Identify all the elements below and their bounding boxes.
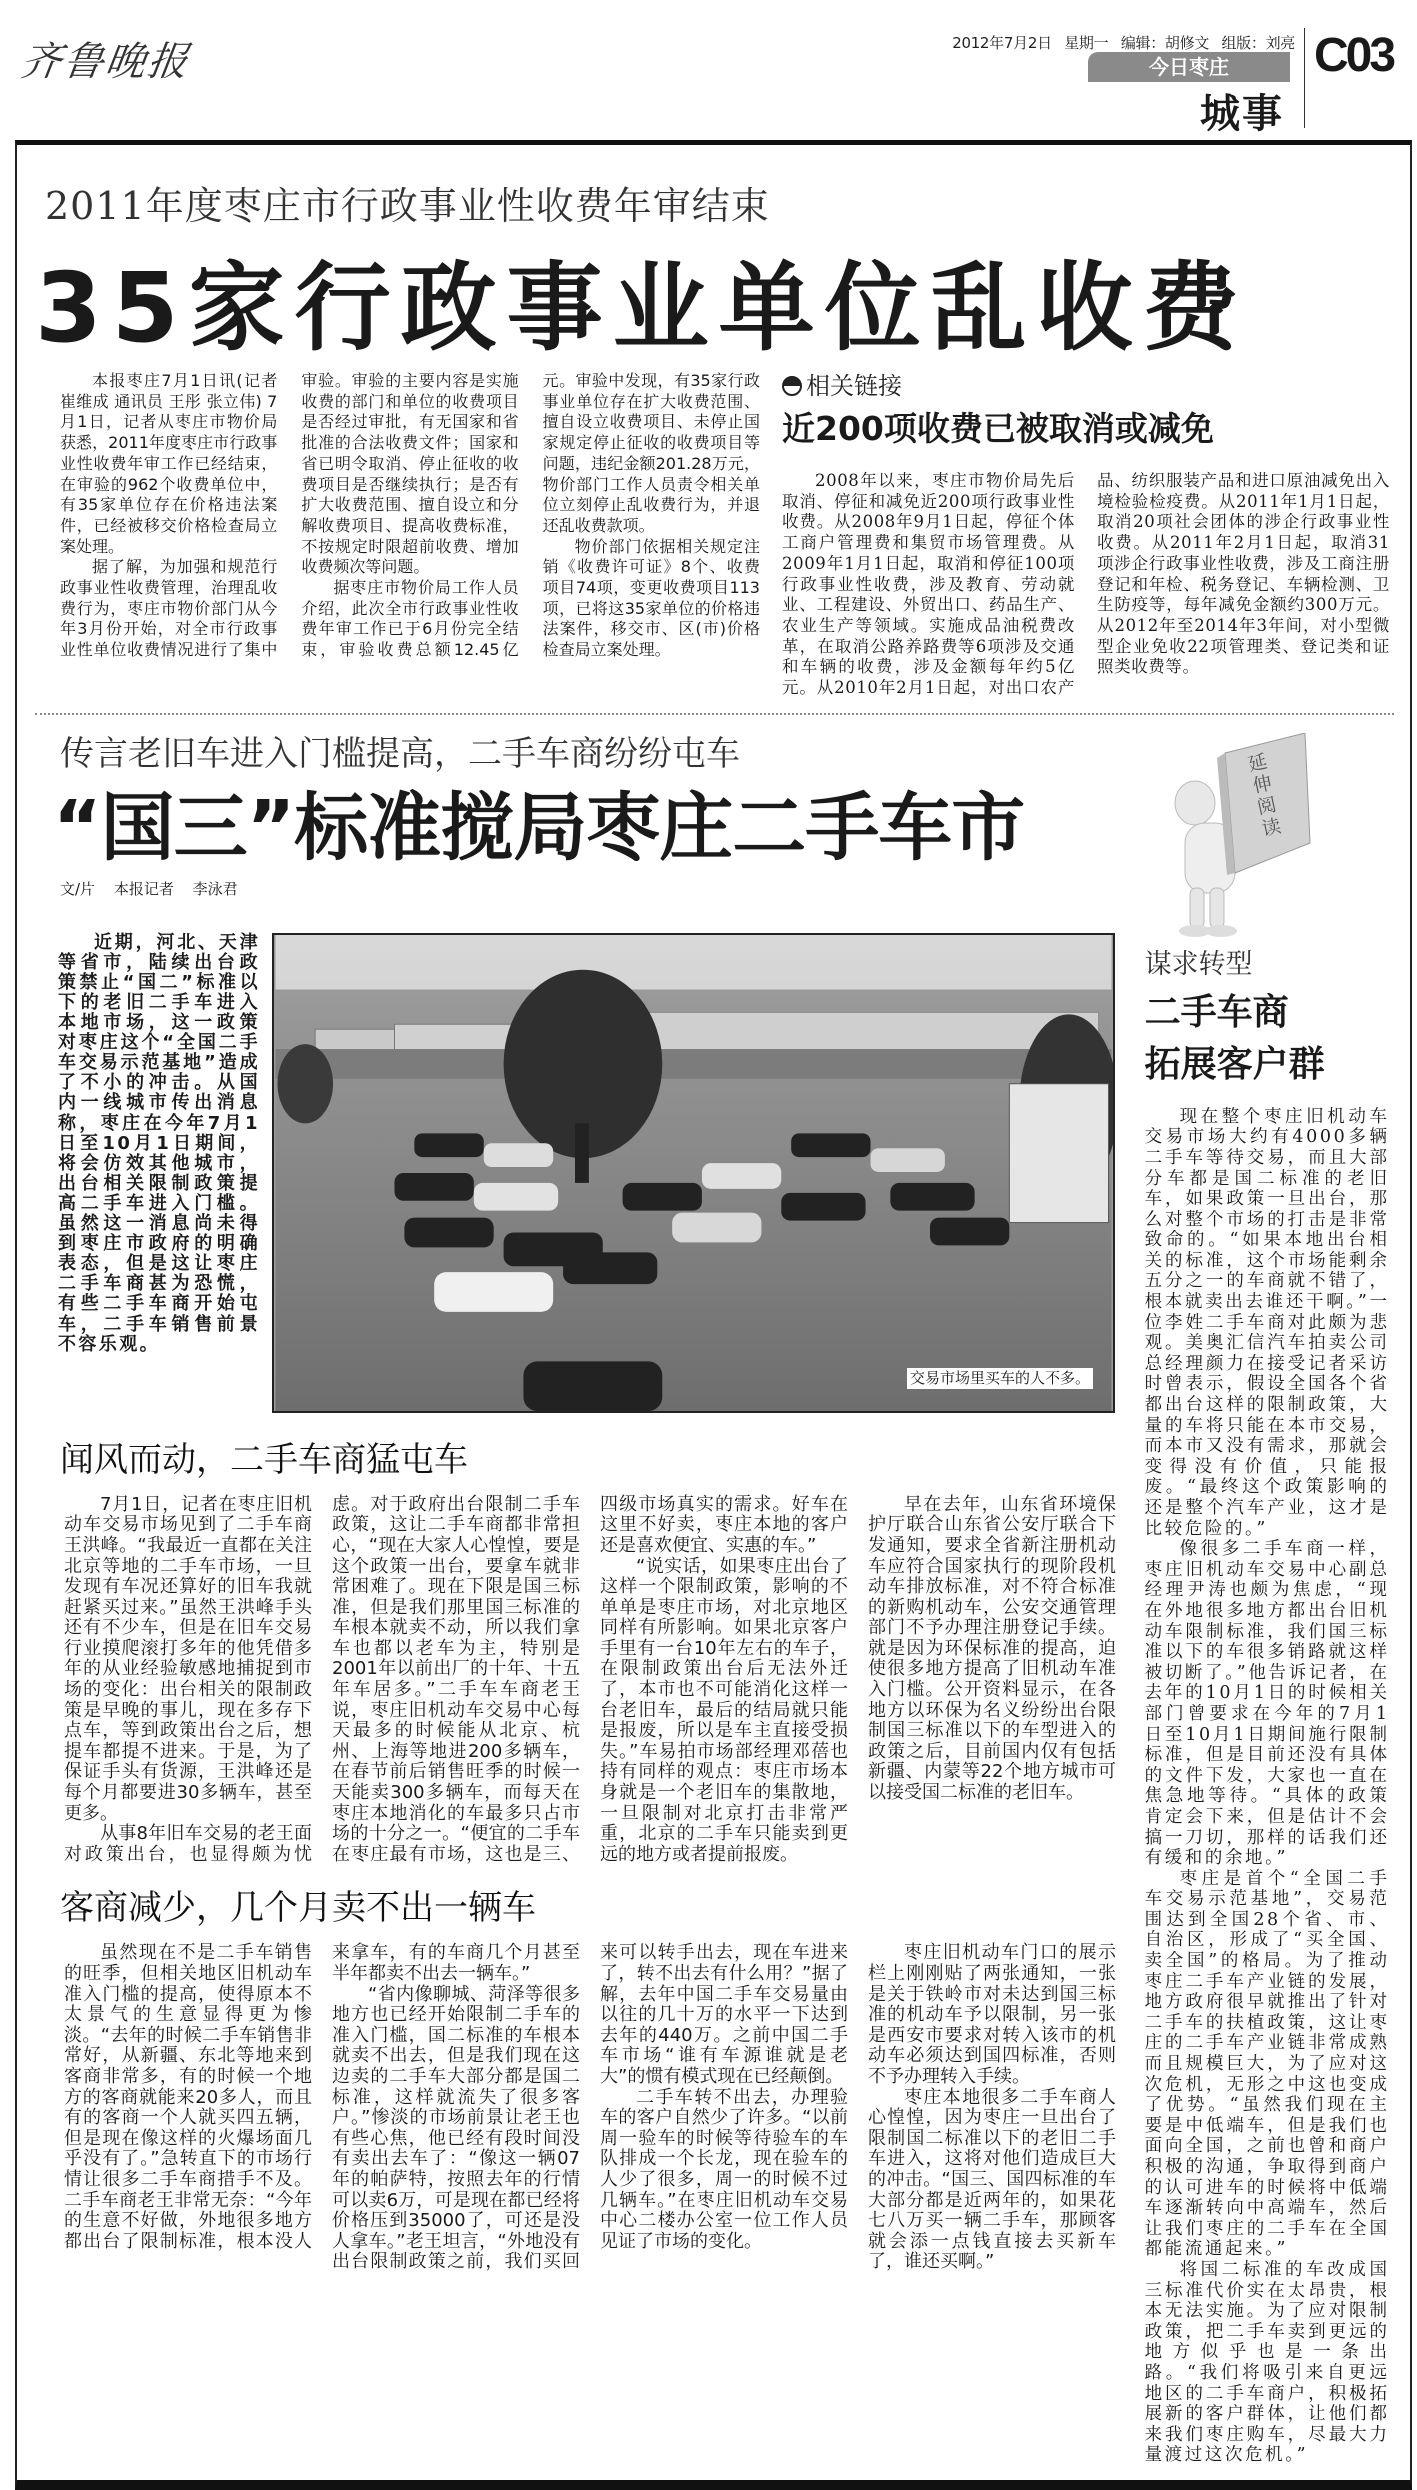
- related-headline: 近200项收费已被取消或减免: [782, 409, 1214, 448]
- dateline: [944, 32, 1295, 53]
- paragraph: 7月1日，记者在枣庄旧机动车交易市场见到了二手车商王洪峰。“我最近一直都在关注北京等地的二手车市场，一旦发现有车况还算好的旧车我就赶紧买过来。”虽然王洪峰手头还有不少车，但是在旧车交易行业摸爬滚打多年的他凭借多年的从业经验敏感地捕捉到市场的变化：出台相关的限制政策是早晚的事儿，现在多存下点车，等到政策出台之后，想提车都提不进来。于是，为了保证手头有货源，王洪峰还是每个月都要进30多辆车，甚至更多。: [64, 1493, 312, 1824]
- paragraph: 枣庄是首个“全国二手车交易示范基地”，交易范围达到全国28个省、市、自治区，形成了“买全国、卖全国”的格局。为了推动枣庄二手车产业链的发展，地方政府很早就推出了针对二手车的扶植政策，这让枣庄的二手车产业链非常成熟而且规模巨大，为了应对这次危机，无形之中这也变成了优势。“虽然我们现在主要是中低端车，但是我们也面向全国，之前也曾和商户积极的沟通，争取得到商户的认可进车的时候将中低端车逐渐转向中高端车，然后让我们枣庄的二手车在全国都能流通起来。”: [1144, 1868, 1390, 2260]
- byline-name: 李泳君: [192, 879, 238, 898]
- sidebar-headline: [1145, 987, 1394, 1091]
- sidebar-body: [1145, 1107, 1390, 2466]
- half-circle-icon: [782, 376, 802, 396]
- issue-weekday: 星期一: [1064, 34, 1109, 52]
- paragraph: 本报枣庄7月1日讯(记者 崔维成 通讯员 王彤 张立伟) 7月1日，记者从枣庄市物价局获悉，2011年度枣庄市行政事业性收费年审工作已经结束，在审验的962个收费单位中，有35家单位存在价格违法案件，已经被移交价格检查局立案处理。: [60, 371, 278, 556]
- sidebar: [1145, 733, 1394, 2466]
- sidebar-kicker: 谋求转型: [1144, 948, 1253, 980]
- article2: [35, 733, 1394, 2466]
- article1-subtitle: 2011年度枣庄市行政事业性收费年审结束: [45, 184, 770, 228]
- article1-headline: 35家行政事业单位乱收费: [35, 252, 1249, 364]
- car-lot-image: [274, 935, 1113, 1411]
- extended-reading-figure: [1155, 733, 1315, 943]
- newspaper-logo: 齐鲁晚报: [18, 39, 193, 85]
- issue-date: 2012年7月2日: [952, 34, 1052, 52]
- paragraph: “说实话，如果枣庄出台了这样一个限制政策，影响的不单单是枣庄市场，对北京地区同样有所影响。如果北京客户手里有一台10年左右的车子，在限制政策出台后无法外迁了，本市也不可能消化这样一台老旧车，最后的结局就只能是报废，所以是车主直接受损失。”车易拍市场部经理邓蓓也持有同样的观点：枣庄市场本身就是一个老旧车的集散地，一旦限制对北京打击非常严重，北京的二手车只能卖到更远的地方或者提前报废。: [600, 1555, 848, 1865]
- related-link-label: [782, 371, 1390, 401]
- article2-headline: “国三”标准搅局枣庄二手车市: [53, 784, 1025, 871]
- section-name: 城事: [1200, 91, 1284, 137]
- paragraph: 像很多二手车商一样，枣庄旧机动车交易中心副总经理尹涛也颇为焦虑，“现在外地很多地方都出台旧机动车限制标准，我们国三标准以下的车很多销路就这样被切断了。”他告诉记者，在去年的10月1日的时候相关部门曾要求在今年的7月1日至10月1日期间施行限制标准，但是目前还没有具体的文件下发，大家也一直在焦急地等待。“具体的政策肯定会下来，但是估计不会搞一刀切，那样的话我们还有缓和的余地。”: [1144, 1539, 1390, 1869]
- page-frame: [15, 140, 1412, 2490]
- article2-intro: [58, 933, 260, 1413]
- article1-row: [35, 371, 1394, 699]
- header-divider: [1304, 28, 1305, 128]
- article2-subtitle: 传言老旧车进入门槛提高，二手车商纷纷屯车: [60, 733, 740, 774]
- photo-caption: 交易市场里买车的人不多。: [907, 1368, 1093, 1389]
- paragraph: 虽然现在不是二手车销售的旺季，但相关地区旧机动车准入门槛的提高，使得原本不太景气的生意显得更为惨淡。“去年的时候二手车销售非常好，从新疆、东北等地来到客商非常多，有的时候一个地方的客商就能来20多人，而且有的客商一个人就买四五辆，但是现在像这样的火爆场面几乎没有了。”急转直下的市场行情让很多二手车商措手不及。二手车商老王非常无奈：“今年的生意不好做，外地很多地方都出台了限制标准，根本没人来拿车，有的车商几个月甚至半年都卖不出去一辆车。”: [64, 1942, 580, 2252]
- sidebar-headline-line1: 二手车商: [1144, 991, 1289, 1033]
- paragraph: 近期，河北、天津等省市，陆续出台政策禁止“国二”标准以下的老旧二手车进入本地市场，这一政策对枣庄这个“全国二手车交易示范基地”造成了不小的冲击。从国内一线城市传出消息称，枣庄在今年7月1日至10月1日期间，将会仿效其他城市，出台相关限制政策提高二手车进入门槛。虽然这一消息尚未得到枣庄市政府的明确表态，但是这让枣庄二手车商甚为恐慌，有些二手车商开始屯车，二手车销售前景不容乐观。: [58, 931, 260, 1355]
- sidebar-headline-line2: 拓展客户群: [1144, 1043, 1325, 1085]
- extended-reading-badge: 延伸阅读: [1245, 750, 1283, 841]
- section2-body: [64, 1943, 1116, 2273]
- paragraph: 从事8年旧车交易的老王面对政策出台，也显得颇为忧虑。对于政府出台限制二手车政策，这让二手车商都非常担心，“现在大家人心惶惶，要是这个政策一出台，要拿车就非常困难了。现在下限是国三标准，但是我们那里国三标准的车根本就卖不动，所以我们拿车也都以老车为主，特别是2001年以前出厂的十年、十五年车居多。”二手车车商老王说，枣庄旧机动车交易中心每天最多的时候能从北京、杭州、上海等地进200多辆车，在春节前后销售旺季的时候一天能卖300多辆车，而每天在枣庄本地消化的车最多只占市场的十分之一。“便宜的二手车在枣庄最有市场，这也是三、四级市场真实的需求。好车在这里不好卖，枣庄本地的客户还是喜欢便宜、实惠的车。”: [64, 1493, 848, 1865]
- paragraph: 枣庄旧机动车门口的展示栏上刚刚贴了两张通知，一张是关于铁岭市对未达到国三标准的机动车予以限制，另一张是西安市要求对转入该市的机动车必须达到国四标准，否则不予办理转入手续。: [868, 1942, 1116, 2087]
- byline-reporter: 本报记者: [113, 879, 174, 898]
- intro-row: [35, 933, 1123, 1413]
- byline: [60, 879, 1123, 899]
- paragraph: 枣庄本地很多二手车商人心惶惶，因为枣庄一旦出台了限制国二标准以下的老旧二手车进入，这将对他们造成巨大的冲击。“国三、国四标准的车大部分都是近两年的，如果花七八万买一辆二手车，那顾客就会添一点钱直接去买新车了，谁还买啊。”: [868, 2086, 1116, 2273]
- related-link-box: [782, 371, 1390, 699]
- paragraph: 早在去年，山东省环境保护厅联合山东省公安厅联合下发通知，要求全省新注册机动车应符合国家执行的现阶段机动车排放标准，对不符合标准的新购机动车，公安交通管理部门不予办理注册登记手续。就是因为环保标准的提高，迫使很多地方提高了旧机动车准入门槛。公开资料显示，在各地方以环保为名义纷纷出台限制国三标准以下的车型进入的政策之后，目前国内仅有包括新疆、内蒙等22个地方城市可以接受国二标准的老旧车。: [868, 1493, 1116, 1804]
- paragraph: 将国二标准的车改成国三标准代价实在太昂贵，根本无法实施。为了应对限制政策，把二手车卖到更远的地方似乎也是一条出路。“我们将吸引来自更远地区的二手车商户，积极拓展新的客户群体，让他们都来我们枣庄购车，尽最大力量渡过这次危机。”: [1144, 2259, 1390, 2466]
- dotted-separator: [35, 713, 1394, 715]
- reading-person-icon: [1155, 733, 1315, 943]
- editor-credit: 编辑：胡修文: [1120, 34, 1210, 52]
- section1-heading: 闻风而动，二手车商猛屯车: [60, 1439, 468, 1480]
- paragraph: 二手车转不出去，办理验车的客户自然少了许多。“以前周一验车的时候等待验车的车队排成一个长龙，现在验车的人少了很多，周一的时候不过几辆车。”在枣庄旧机动车交易中心二楼办公室一位工作人员见证了市场的变化。: [600, 2086, 848, 2252]
- article1-body: [60, 371, 760, 699]
- byline-label: 文/片: [60, 879, 96, 898]
- market-photo: [272, 933, 1115, 1413]
- paragraph: 现在整个枣庄旧机动车交易市场大约有4000多辆二手车等待交易，而且大部分车都是国二标准的老旧车，如果政策一旦出台，那么对整个市场的打击是非常致命的。“如果本地出台相关的标准，这个市场能剩余五分之一的车商就不错了，根本就卖出去谁还干啊。”一位李姓二手车商对此颇为悲观。美奥汇信汽车拍卖公司总经理颜力在接受记者采访时曾表示，假设全国各个省都出台这样的限制政策，大量的车将只能在本市交易，而本市又没有需求，那就会变得没有价值，只能报废。“最终这个政策影响的还是整个汽车产业，这才是比较危险的。”: [1144, 1106, 1390, 1539]
- related-body: [782, 471, 1390, 699]
- section2-heading: 客商减少，几个月卖不出一辆车: [60, 1888, 536, 1929]
- section1-body: [64, 1495, 1116, 1866]
- paragraph: “省内像聊城、菏泽等很多地方也已经开始限制二手车的准入门槛，国二标准的车根本就卖不出去，但是我们现在这边卖的二手车大部分都是国二标准，这样就流失了很多客户。”惨淡的市场前景让老王也有些心焦，他已经有段时间没有卖出去车了：“像这一辆07年的帕萨特，按照去年的行情可以卖6万，可是现在都已经将价格压到35000了，可还是没人拿车。”老王坦言，“外地没有出台限制政策之前，我们买回来可以转手出去，现在车进来了，转不出去有什么用？”据了解，去年中国二手车交易量由以往的几十万的水平一下达到去年的440万。之前中国二手车市场“谁有车源谁就是老大”的惯有模式现在已经颠倒。: [332, 1942, 848, 2273]
- layout-credit: 组版：刘亮: [1221, 34, 1295, 52]
- related-label-text: 相关链接: [806, 372, 902, 400]
- paragraph: 据枣庄市物价局工作人员介绍，此次全市行政事业性收费年审工作已于6月份完全结束，审验收费总额12.45亿元。审验中发现，有35家行政事业单位存在扩大收费范围、擅自设立收费项目、未停止国家规定停止征收的收费项目等问题，违纪金额201.28万元，物价部门工作人员责令相关单位立刻停止乱收费行为，并退还乱收费款项。: [301, 371, 760, 660]
- article2-main: [35, 733, 1123, 2466]
- page-number: C03: [1314, 29, 1394, 82]
- section-tag: 今日枣庄: [1088, 52, 1290, 82]
- paragraph: 据了解，为加强和规范行政事业性收费管理，治理乱收费行为，枣庄市物价部门从今年3月份开始，对全市行政事业性单位收费情况进行了集中审验。审验的主要内容是实施收费的部门和单位的收费项目是否经过审批，有无国家和省批准的合法收费文件；国家和省已明令取消、停止征收的收费项目是否继续执行；是否有扩大收费范围、擅自设立和分解收费项目、提高收费标准，不按规定时限超前收费、增加收费频次等问题。: [60, 371, 519, 660]
- paragraph: 2008年以来，枣庄市物价局先后取消、停征和减免近200项行政事业性收费。从2008年9月1日起，停征个体工商户管理费和集贸市场管理费。从2009年1月1日起，取消和停征100项行政事业性收费，涉及教育、劳动就业、工程建设、外贸出口、药品生产、农业生产等领域。实施成品油税费改革，在取消公路养路费等6项涉及交通和车辆的收费，涉及金额每年约5亿元。从2010年2月1日起，对出口农产品、纺织服装产品和进口原油减免出入境检验检疫费。从2011年1月1日起，取消20项社会团体的涉企行政事业性收费。从2011年2月1日起，取消31项涉企行政事业性收费，涉及工商注册登记和年检、税务登记、车辆检测、卫生防疫等，每年减免金额约300万元。从2012年至2014年3年间，对小型微型企业免收22项管理类、登记类和证照类收费等。: [782, 471, 1390, 698]
- paragraph: 物价部门依据相关规定注销《收费许可证》8个、收费项目74项，变更收费项目113项，已将这35家单位的价格违法案件，移交市、区(市)价格检查局立案处理。: [542, 536, 760, 660]
